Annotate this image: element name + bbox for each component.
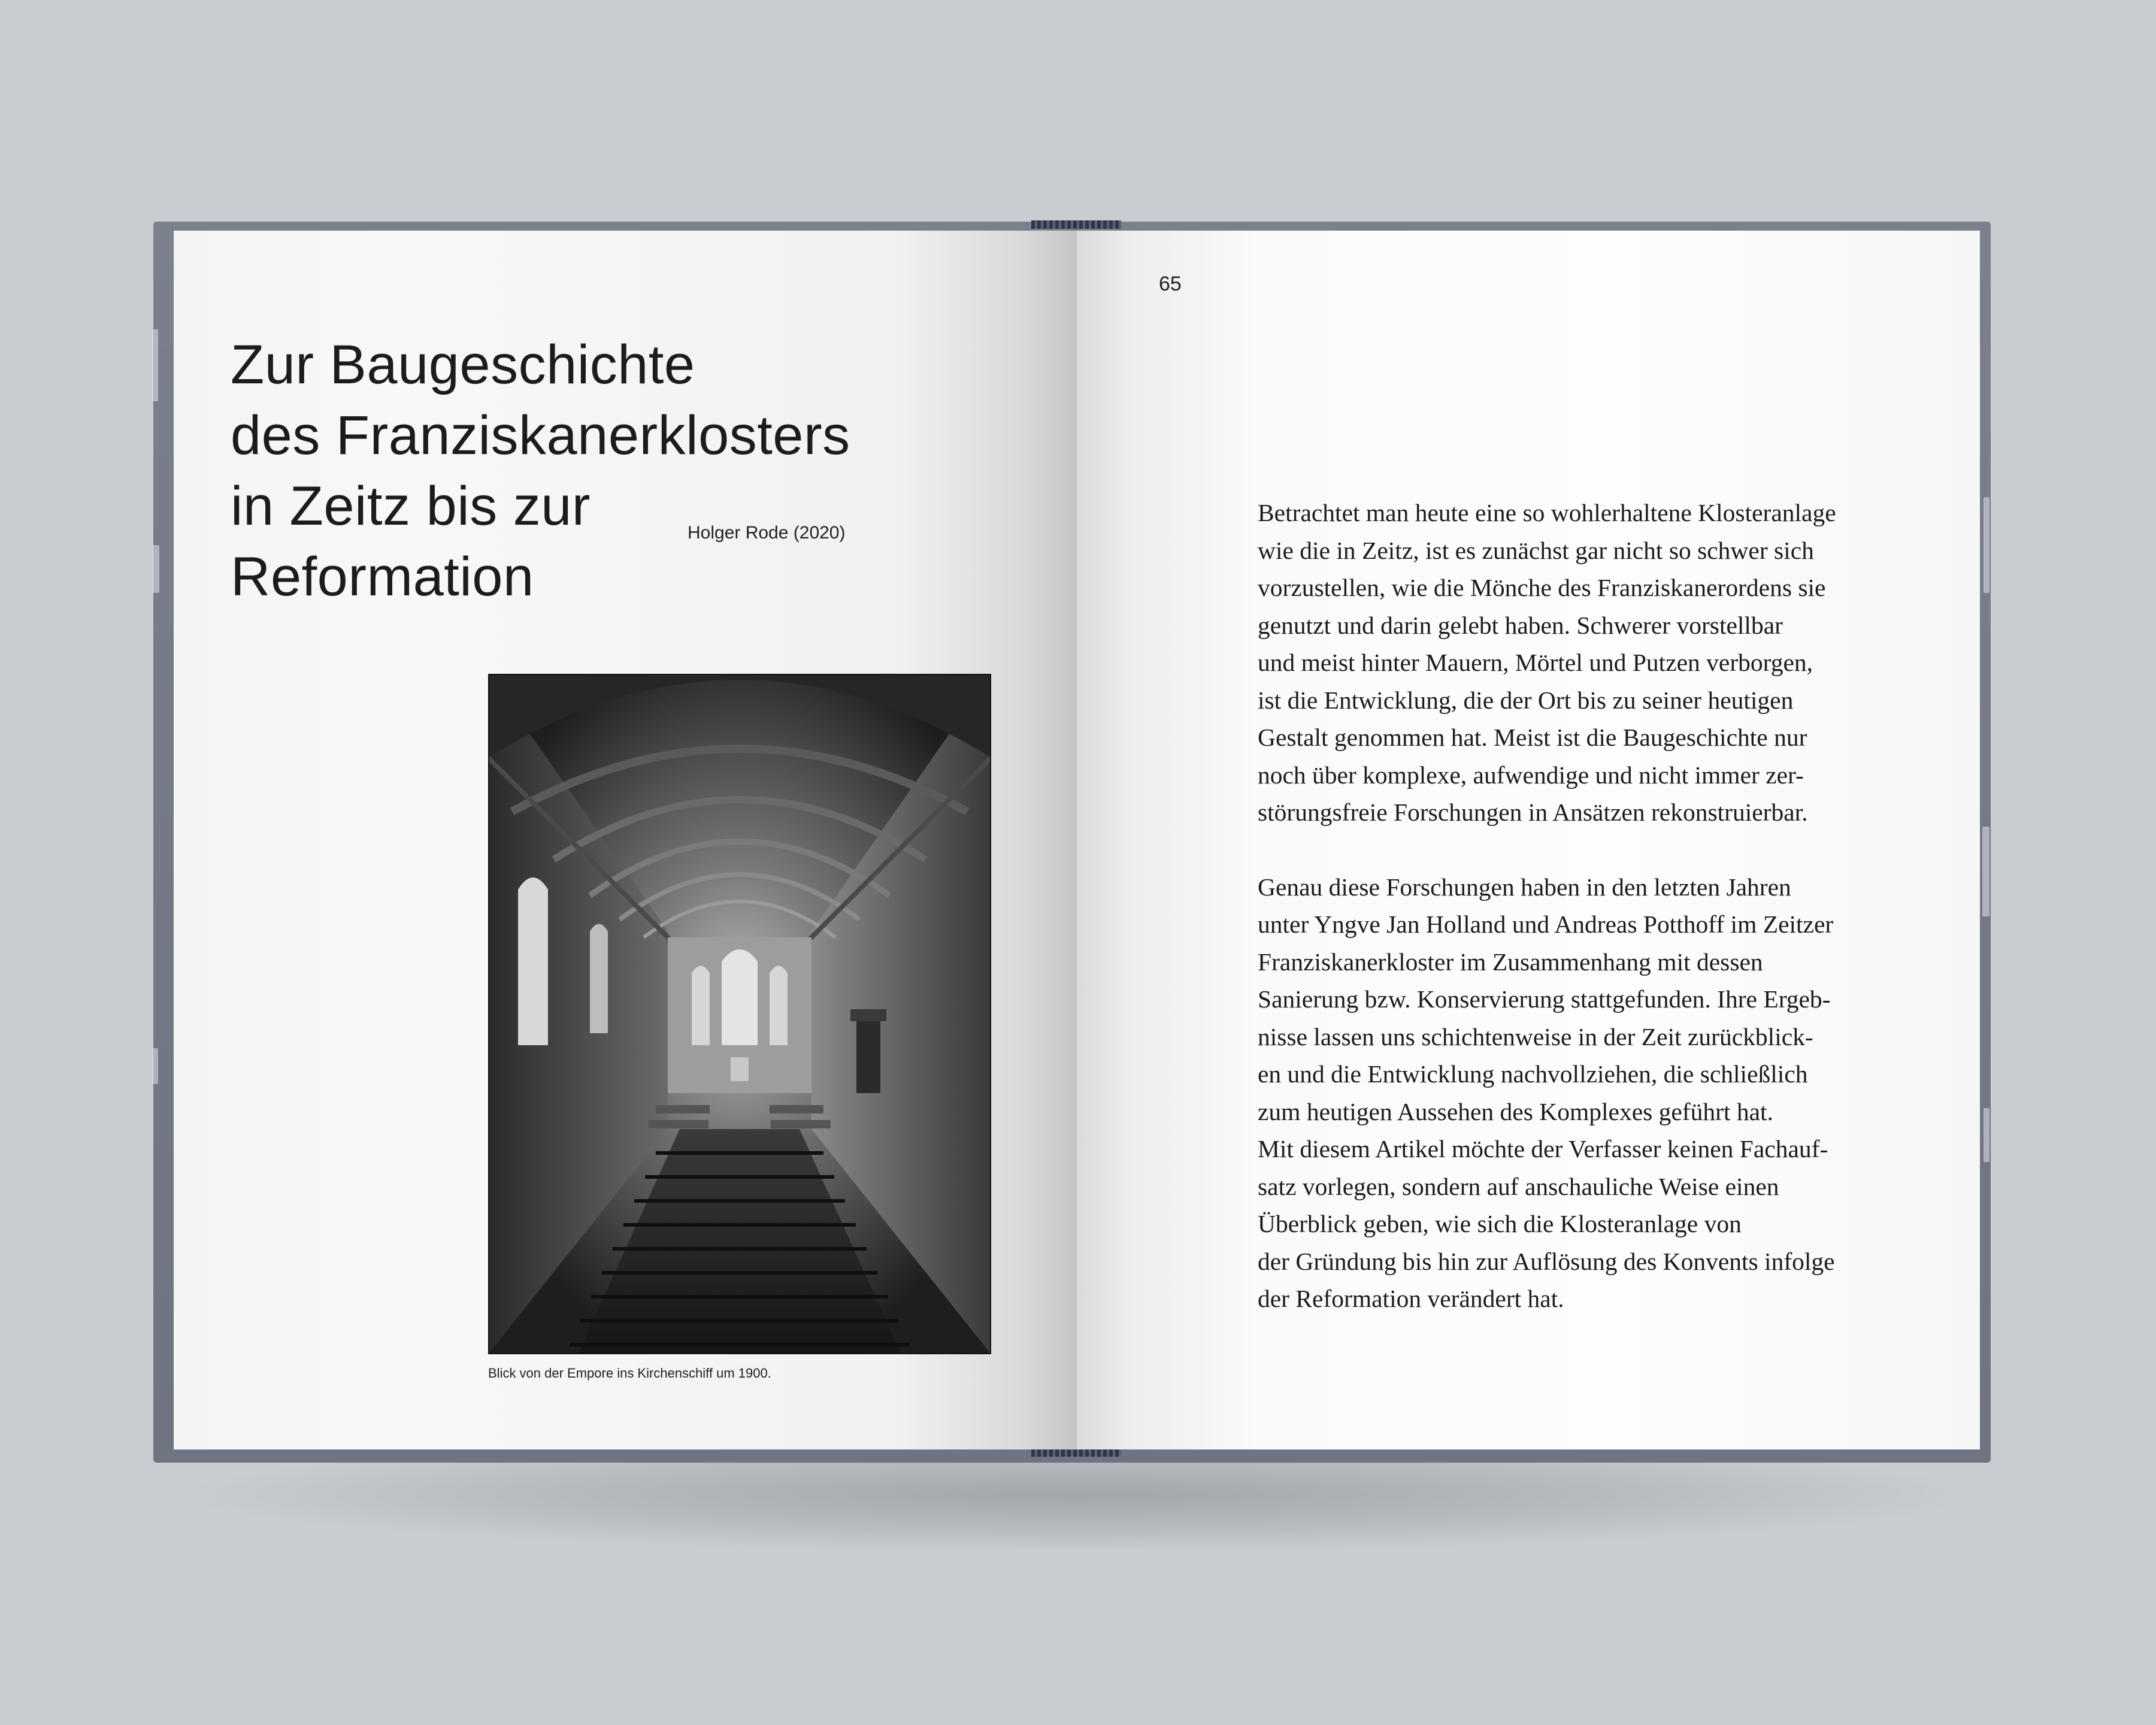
cover-pattern-mark xyxy=(152,545,159,593)
cover-pattern-mark xyxy=(152,1048,158,1084)
text-line: Sanierung bzw. Konservierung stattgefunden. Ihre Ergeb- xyxy=(1258,985,1831,1013)
text-line: und meist hinter Mauern, Mörtel und Putzen verborgen, xyxy=(1258,649,1813,676)
text-line: unter Yngve Jan Holland und Andreas Potthoff im Zeitzer xyxy=(1258,910,1834,938)
text-line: nisse lassen uns schichtenweise in der Zeit zurückblick- xyxy=(1258,1022,1813,1051)
photo-caption: Blick von der Empore ins Kirchenschiff um 1900. xyxy=(488,1366,771,1381)
text-line: störungsfreie Forschungen in Ansätzen rekonstruierbar. xyxy=(1258,798,1808,826)
cover-pattern-mark xyxy=(152,329,158,401)
title-line: des Franziskanerklosters xyxy=(231,405,850,466)
text-line: der Gründung bis hin zur Auflösung des Konvents infolge xyxy=(1258,1247,1835,1275)
title-line: Zur Baugeschichte xyxy=(231,334,695,395)
text-line: satz vorlegen, sondern auf anschauliche Weise einen xyxy=(1258,1172,1779,1200)
text-line: genutzt und darin gelebt haben. Schwerer vorstellbar xyxy=(1258,611,1783,639)
text-line: en und die Entwicklung nachvollziehen, die schließlich xyxy=(1258,1060,1808,1088)
text-line: Mit diesem Artikel möchte der Verfasser keinen Fachauf- xyxy=(1258,1135,1828,1163)
title-line: Reformation xyxy=(231,546,534,607)
spine-headband-top xyxy=(1031,220,1121,229)
text-line: ist die Entwicklung, die der Ort bis zu seiner heutigen xyxy=(1258,686,1794,714)
left-page xyxy=(174,231,1077,1449)
title-line: in Zeitz bis zur xyxy=(231,476,591,537)
paragraph xyxy=(1258,494,1946,831)
spine-headband-bottom xyxy=(1031,1448,1121,1457)
text-line: vorzustellen, wie die Mönche des Franziskanerordens sie xyxy=(1258,574,1826,601)
text-line: der Reformation verändert hat. xyxy=(1258,1285,1564,1312)
body-text xyxy=(1258,494,1946,1355)
cover-pattern-mark xyxy=(1984,497,1990,593)
church-nave-photo xyxy=(488,674,991,1354)
text-line: Gestalt genommen hat. Meist ist die Baugeschichte nur xyxy=(1258,724,1807,751)
text-line: zum heutigen Aussehen des Komplexes geführt hat. xyxy=(1258,1097,1773,1125)
text-line: Franziskanerkloster im Zusammenhang mit dessen xyxy=(1258,948,1763,976)
cover-pattern-mark xyxy=(1982,827,1990,916)
text-line: Betrachtet man heute eine so wohlerhaltene Klosteranlage xyxy=(1258,499,1836,526)
article-title xyxy=(231,329,949,612)
text-line: Genau diese Forschungen haben in den letzten Jahren xyxy=(1258,873,1791,901)
text-line: wie die in Zeitz, ist es zunächst gar nicht so schwer sich xyxy=(1258,536,1814,564)
right-page xyxy=(1077,231,1980,1449)
paragraph xyxy=(1258,868,1946,1318)
cover-pattern-mark xyxy=(1984,1108,1990,1162)
text-line: noch über komplexe, aufwendige und nicht immer zer- xyxy=(1258,761,1804,789)
author-byline: Holger Rode (2020) xyxy=(688,523,846,543)
text-line: Überblick geben, wie sich die Klosteranlage von xyxy=(1258,1210,1742,1237)
page-number: 65 xyxy=(1159,273,1182,295)
